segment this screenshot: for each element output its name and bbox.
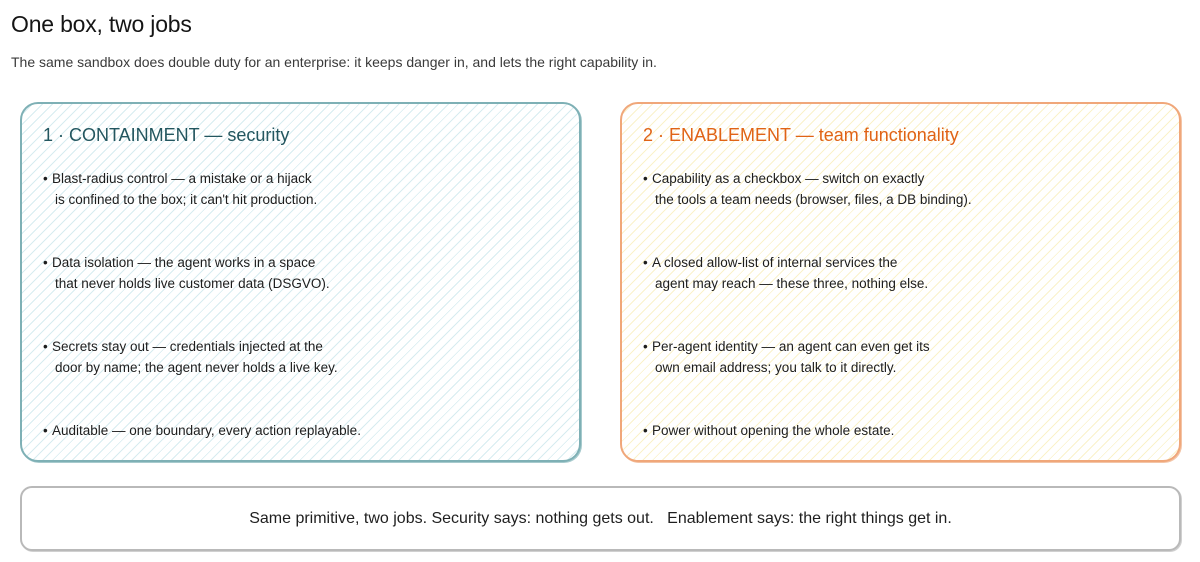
bullet-icon: • xyxy=(43,339,48,354)
enablement-item-line1 xyxy=(643,420,1163,441)
enablement-item-line2: own email address; you talk to it directly. xyxy=(655,360,897,375)
bullet-icon: • xyxy=(643,171,648,186)
bullet-icon: • xyxy=(43,255,48,270)
enablement-item-text: Capability as a checkbox — switch on exactly xyxy=(652,171,925,186)
containment-item-text: Data isolation — the agent works in a space xyxy=(52,255,316,270)
containment-item-blast-radius xyxy=(43,168,563,210)
enablement-item-text: Power without opening the whole estate. xyxy=(652,423,895,438)
containment-item-line1 xyxy=(43,168,563,189)
containment-heading: 1 · CONTAINMENT — security xyxy=(43,125,290,145)
enablement-item-line1 xyxy=(643,168,1163,189)
enablement-item-power xyxy=(643,420,1163,441)
enablement-item-text: A closed allow-list of internal services the xyxy=(652,255,898,270)
containment-item-secrets xyxy=(43,336,563,378)
enablement-item-line1 xyxy=(643,252,1163,273)
page-subtitle: The same sandbox does double duty for an enterprise: it keeps danger in, and lets the right capability in. xyxy=(11,54,657,70)
containment-item-text: Secrets stay out — credentials injected at the xyxy=(52,339,323,354)
enablement-item-line2: the tools a team needs (browser, files, a DB binding). xyxy=(655,192,972,207)
containment-panel xyxy=(20,102,581,462)
enablement-item-identity xyxy=(643,336,1163,378)
enablement-item-text: Per-agent identity — an agent can even get its xyxy=(652,339,930,354)
containment-item-text: Auditable — one boundary, every action replayable. xyxy=(52,423,361,438)
bullet-icon: • xyxy=(643,255,648,270)
bullet-icon: • xyxy=(643,339,648,354)
bullet-icon: • xyxy=(43,171,48,186)
enablement-panel xyxy=(620,102,1181,462)
enablement-item-line2: agent may reach — these three, nothing else. xyxy=(655,276,929,291)
containment-item-line2: door by name; the agent never holds a live key. xyxy=(55,360,338,375)
containment-item-line1 xyxy=(43,420,563,441)
page-title: One box, two jobs xyxy=(11,11,192,37)
containment-item-line2: is confined to the box; it can't hit production. xyxy=(55,192,318,207)
containment-item-line1 xyxy=(43,252,563,273)
containment-item-text: Blast-radius control — a mistake or a hijack xyxy=(52,171,312,186)
bullet-icon: • xyxy=(43,423,48,438)
enablement-item-allow-list xyxy=(643,252,1163,294)
containment-item-line2: that never holds live customer data (DSGVO). xyxy=(55,276,330,291)
containment-item-auditable xyxy=(43,420,563,441)
enablement-item-capability xyxy=(643,168,1163,210)
bullet-icon: • xyxy=(643,423,648,438)
enablement-heading: 2 · ENABLEMENT — team functionality xyxy=(643,125,959,145)
summary-text: Same primitive, two jobs. Security says: nothing gets out. Enablement says: the right things get in. xyxy=(249,509,952,527)
containment-item-data-isolation xyxy=(43,252,563,294)
containment-item-line1 xyxy=(43,336,563,357)
summary-box xyxy=(20,486,1181,551)
enablement-item-line1 xyxy=(643,336,1163,357)
